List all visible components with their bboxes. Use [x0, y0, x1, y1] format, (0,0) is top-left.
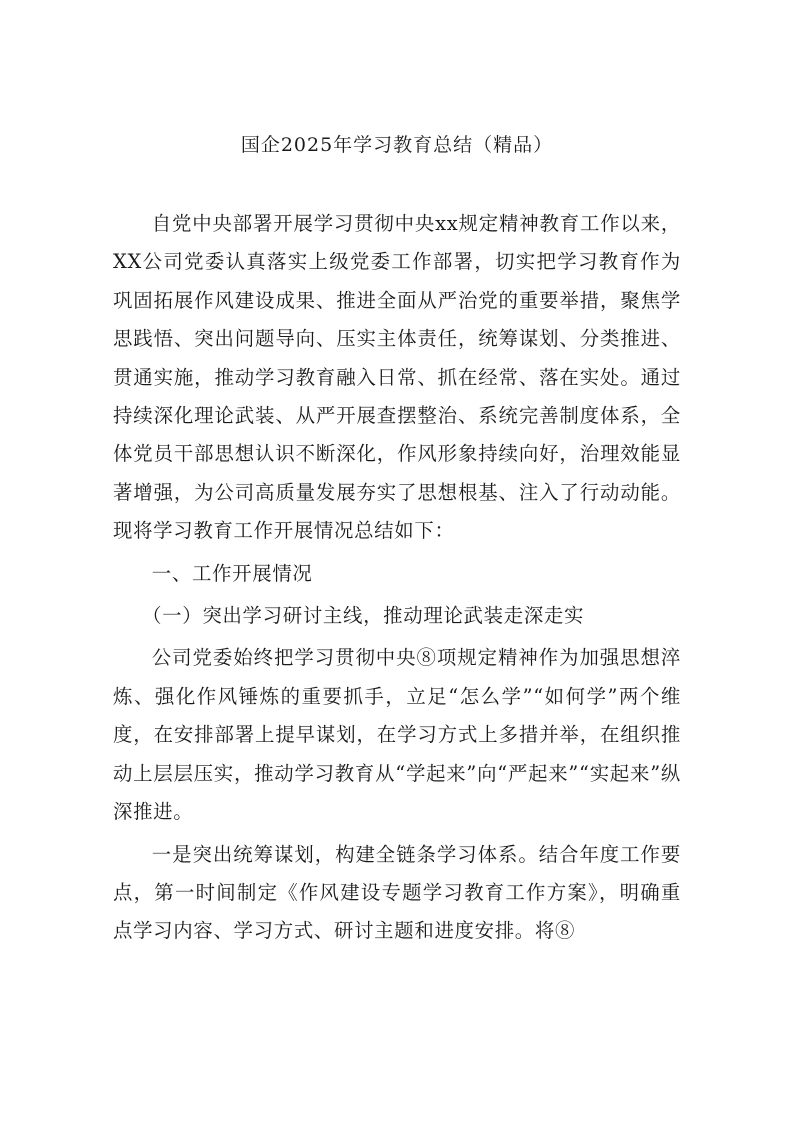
body-paragraph: 一是突出统筹谋划，构建全链条学习体系。结合年度工作要点，第一时间制定《作风建设专题学习教育工作方案》，明确重点学习内容、学习方式、研讨主题和进度安排。将⑧	[113, 842, 681, 943]
intro-paragraph: 自党中央部署开展学习贯彻中央xx规定精神教育工作以来，XX公司党委认真落实上级党委工作部署，切实把学习教育作为巩固拓展作风建设成果、推进全面从严治党的重要举措，聚焦学思践悟、突出问题导向、压实主体责任，统筹谋划、分类推进、贯通实施，推动学习教育融入日常、抓在经常、落在实处。通过持续深化理论武装、从严开展查摆整治、系统完善制度体系，全体党员干部思想认识不断深化，作风形象持续向好，治理效能显著增强，为公司高质量发展夯实了思想根基、注入了行动动能。现将学习教育工作开展情况总结如下：	[113, 212, 681, 543]
document-title: 国企2025年学习教育总结（精品）	[240, 134, 554, 156]
section-heading: 一、工作开展情况	[151, 561, 313, 585]
subsection-heading: （一）突出学习研讨主线，推动理论武装走深走实	[142, 604, 585, 628]
body-paragraph: 公司党委始终把学习贯彻中央⑧项规定精神作为加强思想淬炼、强化作风锤炼的重要抓手，立足“怎么学”“如何学”两个维度，在安排部署上提早谋划，在学习方式上多措并举，在组织推动上层层压实，推动学习教育从“学起来”向“严起来”“实起来”纵深推进。	[113, 646, 681, 824]
